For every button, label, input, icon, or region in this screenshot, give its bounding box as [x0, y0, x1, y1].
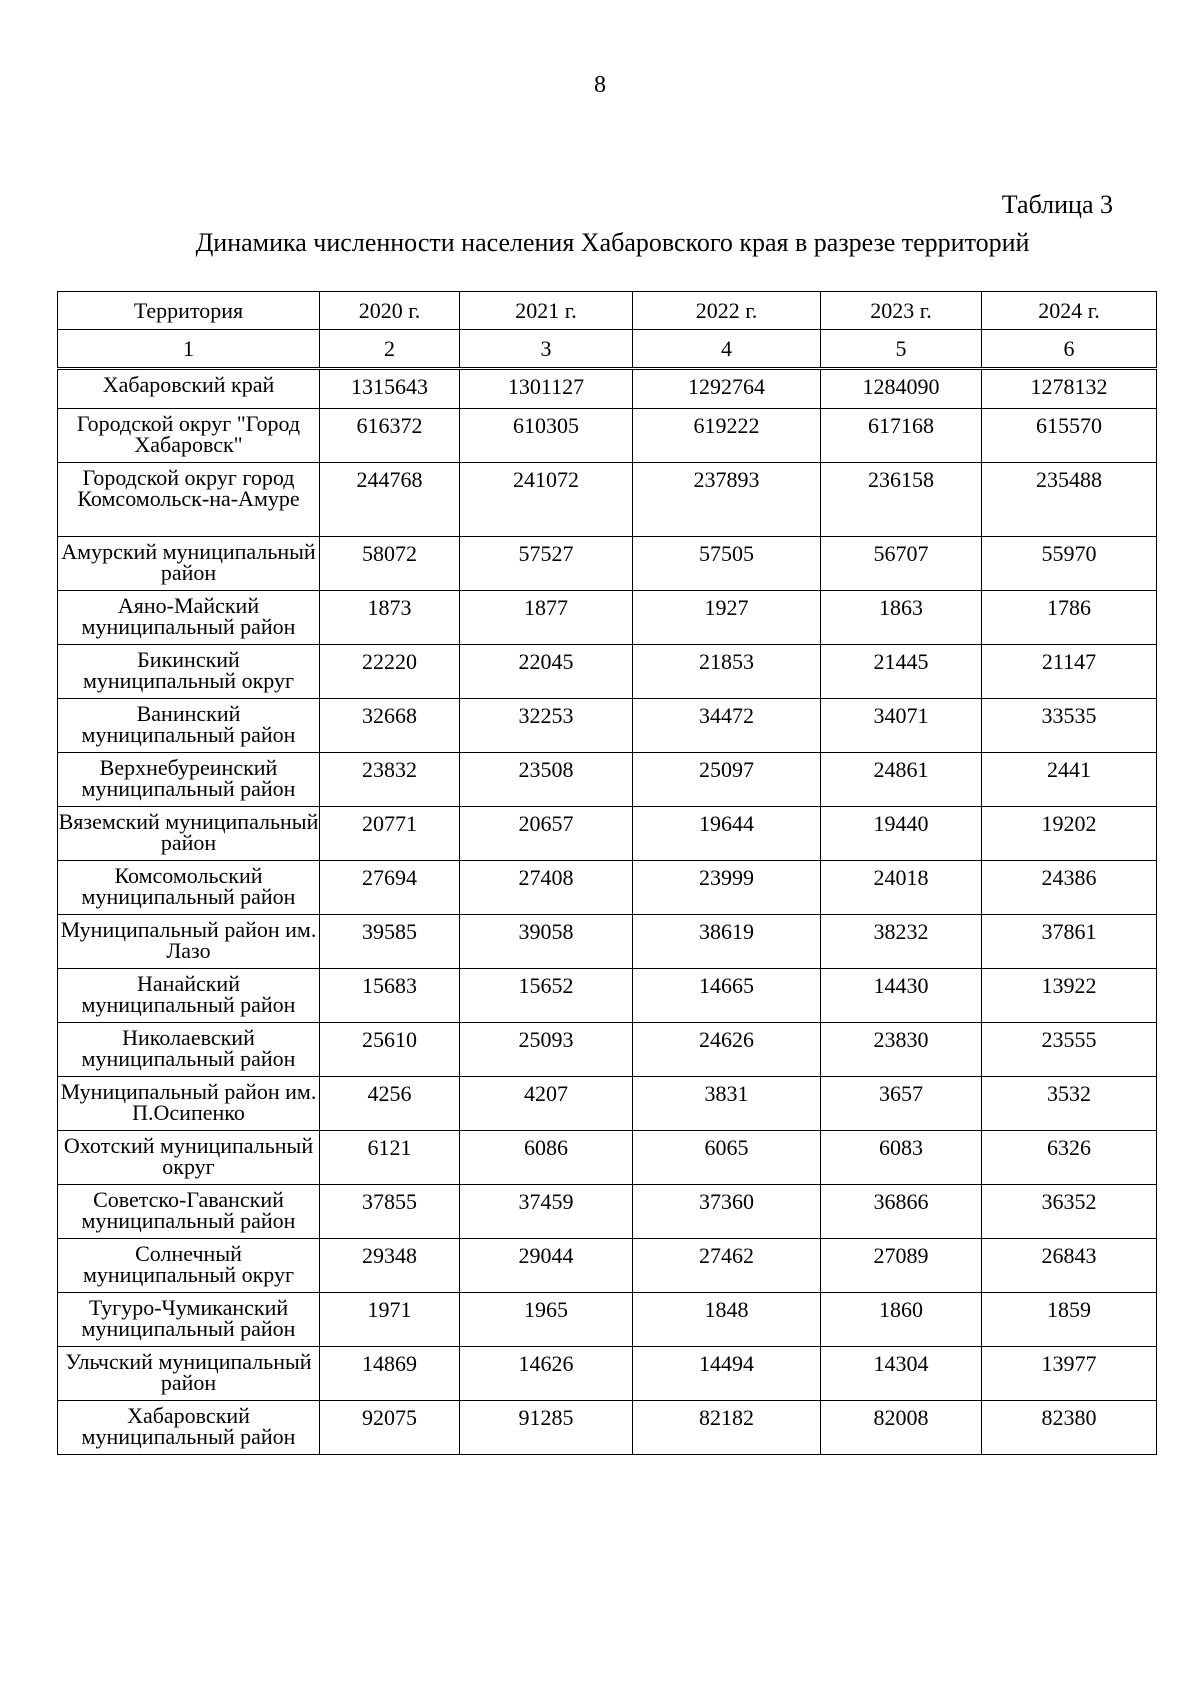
population-value: 616372: [320, 409, 460, 463]
column-number-row: [58, 330, 1157, 369]
population-value: 37855: [320, 1185, 460, 1239]
population-value: 25610: [320, 1023, 460, 1077]
population-value: 24861: [821, 753, 982, 807]
territory-name: Охотский муниципальный округ: [58, 1131, 320, 1185]
population-value: 14430: [821, 969, 982, 1023]
population-value: 37459: [460, 1185, 633, 1239]
territory-name: Комсомольский муниципальный район: [58, 861, 320, 915]
population-value: 21853: [633, 645, 821, 699]
territory-name: Вяземский муниципальный район: [58, 807, 320, 861]
population-value: 4207: [460, 1077, 633, 1131]
population-value: 23508: [460, 753, 633, 807]
population-value: 15652: [460, 969, 633, 1023]
population-value: 244768: [320, 463, 460, 537]
population-value: 1315643: [320, 369, 460, 409]
column-header-2020: 2020 г.: [320, 292, 460, 330]
population-value: 14494: [633, 1347, 821, 1401]
territory-name: Муниципальный район им. Лазо: [58, 915, 320, 969]
population-value: 1292764: [633, 369, 821, 409]
territory-name: Городской округ "Город Хабаровск": [58, 409, 320, 463]
population-value: 38619: [633, 915, 821, 969]
population-value: 1284090: [821, 369, 982, 409]
table-row: [58, 537, 1157, 591]
population-value: 22045: [460, 645, 633, 699]
population-value: 1965: [460, 1293, 633, 1347]
population-value: 29044: [460, 1239, 633, 1293]
population-value: 23555: [982, 1023, 1157, 1077]
table-row: [58, 915, 1157, 969]
population-value: 1863: [821, 591, 982, 645]
population-value: 57505: [633, 537, 821, 591]
population-value: 56707: [821, 537, 982, 591]
table-row: [58, 1077, 1157, 1131]
population-value: 13922: [982, 969, 1157, 1023]
population-value: 6326: [982, 1131, 1157, 1185]
territory-name: Хабаровский муниципальный район: [58, 1401, 320, 1455]
population-value: 6086: [460, 1131, 633, 1185]
population-value: 32253: [460, 699, 633, 753]
population-value: 1971: [320, 1293, 460, 1347]
population-value: 26843: [982, 1239, 1157, 1293]
population-value: 23832: [320, 753, 460, 807]
population-value: 6065: [633, 1131, 821, 1185]
column-header-2024: 2024 г.: [982, 292, 1157, 330]
table-row: [58, 1293, 1157, 1347]
table-row: [58, 1185, 1157, 1239]
population-value: 37360: [633, 1185, 821, 1239]
population-value: 82182: [633, 1401, 821, 1455]
table-row: [58, 409, 1157, 463]
population-value: 241072: [460, 463, 633, 537]
table-row: [58, 645, 1157, 699]
population-value: 14665: [633, 969, 821, 1023]
population-value: 39058: [460, 915, 633, 969]
population-value: 33535: [982, 699, 1157, 753]
population-value: 34472: [633, 699, 821, 753]
population-value: 6121: [320, 1131, 460, 1185]
population-value: 1301127: [460, 369, 633, 409]
population-value: 36352: [982, 1185, 1157, 1239]
population-value: 2441: [982, 753, 1157, 807]
population-value: 91285: [460, 1401, 633, 1455]
population-value: 36866: [821, 1185, 982, 1239]
territory-name: Ванинский муниципальный район: [58, 699, 320, 753]
population-value: 58072: [320, 537, 460, 591]
population-value: 82380: [982, 1401, 1157, 1455]
population-value: 1848: [633, 1293, 821, 1347]
table-title: Динамика численности населения Хабаровского края в разрезе территорий: [195, 228, 1030, 257]
population-value: 610305: [460, 409, 633, 463]
population-value: 29348: [320, 1239, 460, 1293]
population-value: 236158: [821, 463, 982, 537]
territory-name: Солнечный муниципальный округ: [58, 1239, 320, 1293]
table-row: [58, 699, 1157, 753]
column-number: 4: [633, 330, 821, 369]
population-value: 3831: [633, 1077, 821, 1131]
population-value: 27089: [821, 1239, 982, 1293]
population-value: 22220: [320, 645, 460, 699]
population-value: 32668: [320, 699, 460, 753]
page-number: 8: [594, 72, 606, 98]
population-value: 27408: [460, 861, 633, 915]
population-value: 14869: [320, 1347, 460, 1401]
population-value: 57527: [460, 537, 633, 591]
header-row: [58, 292, 1157, 330]
population-value: 82008: [821, 1401, 982, 1455]
table-row: [58, 1023, 1157, 1077]
population-value: 617168: [821, 409, 982, 463]
population-value: 25093: [460, 1023, 633, 1077]
column-number: 5: [821, 330, 982, 369]
population-value: 1873: [320, 591, 460, 645]
population-value: 14626: [460, 1347, 633, 1401]
table-row: [58, 1347, 1157, 1401]
territory-name: Советско-Гаванский муниципальный район: [58, 1185, 320, 1239]
table-row: [58, 463, 1157, 537]
population-value: 37861: [982, 915, 1157, 969]
population-value: 1927: [633, 591, 821, 645]
population-value: 235488: [982, 463, 1157, 537]
table-row: [58, 807, 1157, 861]
population-value: 20657: [460, 807, 633, 861]
population-value: 19202: [982, 807, 1157, 861]
population-value: 27462: [633, 1239, 821, 1293]
table-row: [58, 861, 1157, 915]
column-number: 1: [58, 330, 320, 369]
population-value: 1786: [982, 591, 1157, 645]
population-value: 24626: [633, 1023, 821, 1077]
territory-name: Амурский муниципальный район: [58, 537, 320, 591]
column-number: 2: [320, 330, 460, 369]
population-value: 237893: [633, 463, 821, 537]
territory-name: Ульчский муниципальный район: [58, 1347, 320, 1401]
population-value: 25097: [633, 753, 821, 807]
table-row: [58, 1401, 1157, 1455]
column-number: 3: [460, 330, 633, 369]
population-value: 20771: [320, 807, 460, 861]
territory-name: Муниципальный район им. П.Осипенко: [58, 1077, 320, 1131]
column-header-2023: 2023 г.: [821, 292, 982, 330]
population-value: 39585: [320, 915, 460, 969]
population-value: 14304: [821, 1347, 982, 1401]
territory-name: Верхнебуреинский муниципальный район: [58, 753, 320, 807]
population-value: 4256: [320, 1077, 460, 1131]
population-value: 1859: [982, 1293, 1157, 1347]
population-value: 1278132: [982, 369, 1157, 409]
territory-name: Бикинский муниципальный округ: [58, 645, 320, 699]
population-value: 619222: [633, 409, 821, 463]
population-value: 19644: [633, 807, 821, 861]
column-header-2021: 2021 г.: [460, 292, 633, 330]
column-number: 6: [982, 330, 1157, 369]
population-value: 3532: [982, 1077, 1157, 1131]
table-row: [58, 1131, 1157, 1185]
territory-name: Тугуро-Чумиканский муниципальный район: [58, 1293, 320, 1347]
population-value: 21445: [821, 645, 982, 699]
population-value: 34071: [821, 699, 982, 753]
population-value: 38232: [821, 915, 982, 969]
population-value: 1877: [460, 591, 633, 645]
population-value: 23830: [821, 1023, 982, 1077]
population-value: 13977: [982, 1347, 1157, 1401]
table-row: [58, 969, 1157, 1023]
territory-name: Николаевский муниципальный район: [58, 1023, 320, 1077]
population-value: 19440: [821, 807, 982, 861]
population-value: 21147: [982, 645, 1157, 699]
population-value: 15683: [320, 969, 460, 1023]
table-label: Таблица 3: [1001, 190, 1113, 219]
table-row: [58, 591, 1157, 645]
population-value: 23999: [633, 861, 821, 915]
population-value: 27694: [320, 861, 460, 915]
population-value: 92075: [320, 1401, 460, 1455]
population-value: 6083: [821, 1131, 982, 1185]
population-value: 3657: [821, 1077, 982, 1131]
population-value: 24386: [982, 861, 1157, 915]
population-value: 55970: [982, 537, 1157, 591]
territory-name: Городской округ город Комсомольск-на-Амуре: [58, 463, 320, 537]
territory-name: Нанайский муниципальный район: [58, 969, 320, 1023]
territory-name: Аяно-Майский муниципальный район: [58, 591, 320, 645]
population-value: 24018: [821, 861, 982, 915]
population-value: 1860: [821, 1293, 982, 1347]
table-row: [58, 753, 1157, 807]
table-row: [58, 1239, 1157, 1293]
territory-name: Хабаровский край: [58, 369, 320, 409]
table-row: [58, 369, 1157, 409]
column-header-2022: 2022 г.: [633, 292, 821, 330]
population-value: 615570: [982, 409, 1157, 463]
population-table: [57, 291, 1157, 1455]
column-header-territory: Территория: [58, 292, 320, 330]
